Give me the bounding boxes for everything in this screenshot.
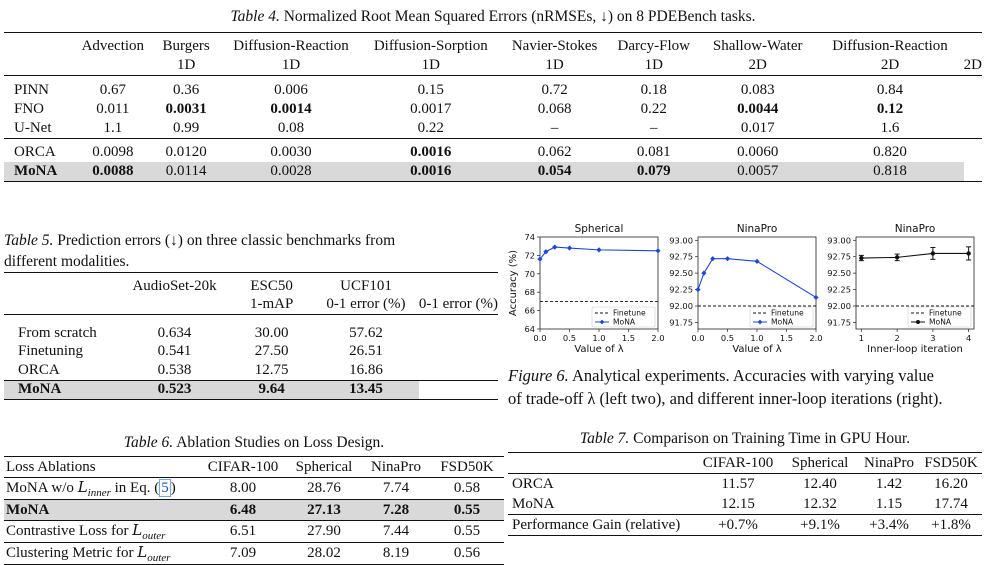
table4-header-names xyxy=(4,37,982,56)
table5-caption xyxy=(4,230,395,272)
table-cell: 7.44 xyxy=(382,523,410,539)
x-tick-label: 1.5 xyxy=(779,333,794,343)
table-cell: 0.56 xyxy=(453,545,481,561)
table-cell: 0.0060 xyxy=(737,144,779,160)
table-row xyxy=(4,521,504,543)
table-cell: 6.51 xyxy=(229,523,257,539)
column-header: Loss Ablations xyxy=(6,458,96,475)
table-cell: 6.48 xyxy=(200,500,286,521)
y-tick-label: 92.00 xyxy=(827,301,851,311)
table6-header xyxy=(4,457,504,478)
figure6-caption-line2: of trade-off λ (left two), and different inner-loop iterations (right). xyxy=(508,389,943,408)
table-cell: 0.017 xyxy=(740,120,775,136)
legend-label-finetune: Finetune xyxy=(613,308,646,318)
column-header: Burgers xyxy=(162,38,210,54)
column-header-dim: 1D xyxy=(176,57,196,73)
y-tick-label: 72 xyxy=(524,250,535,261)
method-label: ORCA xyxy=(18,361,60,378)
table-cell: 0.538 xyxy=(157,361,192,378)
table6-caption-text: Ablation Studies on Loss Design. xyxy=(176,434,385,451)
x-axis-label: Value of λ xyxy=(732,344,782,355)
column-header-dim: 2D xyxy=(963,57,982,73)
column-header: Shallow-Water xyxy=(712,38,803,54)
y-tick-label: 74 xyxy=(524,232,535,242)
data-point xyxy=(552,245,557,250)
method-label: MoNA xyxy=(4,380,119,400)
table-cell: 0.054 xyxy=(501,162,609,182)
column-header: Advection xyxy=(81,38,145,54)
y-tick-label: 92.75 xyxy=(827,251,851,262)
table-cell: +0.7% xyxy=(718,516,758,533)
table-row xyxy=(4,478,504,500)
table-row xyxy=(508,474,982,495)
ablation-suffix: in Eq. ( xyxy=(110,480,160,496)
y-tick-label: 68 xyxy=(524,287,535,298)
table-cell: 30.00 xyxy=(254,324,289,341)
ablation-label xyxy=(4,500,200,521)
table-cell: 0.55 xyxy=(430,500,504,521)
x-tick-label: 2.0 xyxy=(809,333,823,343)
chart-ninapro-lambda xyxy=(669,223,822,355)
data-point xyxy=(966,251,970,255)
ablation-prefix: Clustering Metric for xyxy=(6,545,138,561)
table-cell: 27.90 xyxy=(307,523,341,539)
table6-caption xyxy=(4,434,504,452)
chart-ninapro-iterations xyxy=(827,223,974,355)
table-row xyxy=(4,361,498,380)
column-header-metric: 0-1 error (%) xyxy=(418,296,498,313)
loss-subscript: inner xyxy=(87,487,111,499)
loss-subscript: outer xyxy=(147,552,171,564)
y-tick-label: 92.25 xyxy=(669,284,693,295)
legend-label-finetune: Finetune xyxy=(771,308,804,318)
x-axis-label: Value of λ xyxy=(574,344,624,355)
table4-header-dims xyxy=(4,56,982,76)
table4-caption-text: Normalized Root Mean Squared Errors (nRMSEs, ↓) on 8 PDEBench tasks. xyxy=(283,8,756,25)
table-cell: 0.818 xyxy=(816,162,963,182)
y-tick-label: 92.00 xyxy=(669,301,693,311)
table-cell: 1.42 xyxy=(875,475,903,492)
table-cell: 0.12 xyxy=(876,101,904,117)
legend-label-mona: MoNA xyxy=(929,317,952,327)
table-cell: 27.50 xyxy=(254,343,289,360)
table-cell: 7.09 xyxy=(229,545,257,561)
ablation-paren: ) xyxy=(170,480,176,496)
table-cell: 0.081 xyxy=(636,144,671,160)
x-tick-label: 3 xyxy=(930,333,936,343)
column-header: Spherical xyxy=(295,458,353,475)
column-header xyxy=(508,453,694,474)
table-cell: 0.99 xyxy=(173,120,200,136)
figure6-caption-label: Figure 6. xyxy=(508,366,569,385)
table-cell: 17.74 xyxy=(934,495,968,512)
column-header: Diffusion-Reaction xyxy=(233,38,349,54)
table-row xyxy=(4,162,982,182)
table-cell: 0.08 xyxy=(277,120,305,136)
table-cell: 0.0120 xyxy=(165,144,207,160)
table-cell: 0.58 xyxy=(453,480,481,496)
table-cell: 0.541 xyxy=(157,343,192,360)
table-cell: 9.64 xyxy=(230,380,313,400)
table-cell: 57.62 xyxy=(349,324,383,341)
table-cell: 0.36 xyxy=(173,82,200,98)
table-cell: 0.079 xyxy=(609,162,699,182)
table5-header-names xyxy=(4,277,498,296)
y-tick-label: 92.50 xyxy=(827,268,851,279)
figure6-caption xyxy=(508,364,943,410)
table5-caption-line1: Prediction errors (↓) on three classic benchmarks from xyxy=(57,232,396,249)
series-line xyxy=(698,259,816,298)
table-cell: 0.634 xyxy=(157,324,192,341)
table-cell: 0.011 xyxy=(96,101,130,117)
x-tick-label: 0.5 xyxy=(720,333,735,343)
table-cell: +3.4% xyxy=(869,516,909,533)
data-point xyxy=(725,256,730,261)
table-cell: 0.84 xyxy=(876,82,904,98)
y-tick-label: 64 xyxy=(524,324,535,334)
table-cell: 0.0057 xyxy=(699,162,816,182)
table-cell: 0.0031 xyxy=(165,101,207,117)
table-cell: 12.75 xyxy=(254,361,289,378)
table-cell: 26.51 xyxy=(349,343,383,360)
chart-spherical-lambda xyxy=(508,223,665,355)
table-cell: 0.0114 xyxy=(151,162,221,182)
legend-label-mona: MoNA xyxy=(613,317,636,327)
y-tick-label: 93.00 xyxy=(669,235,693,246)
ablation-label xyxy=(4,478,200,500)
method-label: MoNA xyxy=(4,162,74,182)
ablation-prefix: MoNA w/o xyxy=(6,480,78,496)
table-row xyxy=(4,500,504,521)
column-header-dim: 1D xyxy=(281,57,301,73)
table-cell: 0.72 xyxy=(541,82,568,98)
column-header-dim: 2D xyxy=(880,57,900,73)
table-cell: 0.068 xyxy=(537,101,572,117)
data-point xyxy=(754,259,759,264)
method-label: Finetuning xyxy=(18,343,84,360)
loss-symbol: L xyxy=(77,478,88,496)
table-cell: 0.0016 xyxy=(410,144,452,160)
y-tick-label: 92.75 xyxy=(669,251,693,262)
chart-title: Spherical xyxy=(574,223,624,235)
column-header: CIFAR-100 xyxy=(702,454,774,471)
chart-title: NinaPro xyxy=(894,223,936,235)
table-row xyxy=(4,543,504,565)
column-header-dim: 1D xyxy=(545,57,564,73)
column-header: NinaPro xyxy=(371,458,421,475)
figure6-caption-line1: Analytical experiments. Accuracies with varying value xyxy=(572,366,934,385)
table5-caption-label: Table 5. xyxy=(4,232,54,249)
legend-marker xyxy=(916,320,920,324)
data-point xyxy=(931,251,935,255)
table-row xyxy=(508,494,982,515)
table4-caption xyxy=(0,8,986,26)
table5-header-metrics xyxy=(4,296,498,315)
x-axis-label: Inner-loop iteration xyxy=(867,344,963,355)
x-tick-label: 2 xyxy=(894,333,900,343)
table5-caption-line2: different modalities. xyxy=(4,253,130,270)
table-cell: 0.0028 xyxy=(221,162,361,182)
table-cell: 0.820 xyxy=(873,144,907,160)
data-point xyxy=(859,256,863,260)
x-tick-label: 2.0 xyxy=(651,333,665,343)
x-tick-label: 1.0 xyxy=(750,333,764,343)
table7-caption xyxy=(508,430,982,448)
column-header: FSD50K xyxy=(440,458,494,475)
method-label: U-Net xyxy=(14,120,52,136)
table-cell: 0.062 xyxy=(537,144,572,160)
table-cell: 0.0088 xyxy=(74,162,151,182)
column-header: CIFAR-100 xyxy=(207,458,279,475)
method-label: FNO xyxy=(14,101,45,117)
table-cell: 0.22 xyxy=(640,101,667,117)
y-tick-label: 91.75 xyxy=(827,317,851,328)
table-cell: 0.0044 xyxy=(737,101,779,117)
table-cell: 0.0016 xyxy=(361,162,501,182)
table-row xyxy=(4,380,498,400)
ablation-prefix: Contrastive Loss for xyxy=(6,523,133,539)
table-cell: 8.19 xyxy=(382,545,410,561)
equation-ref-link[interactable]: 5 xyxy=(161,480,169,496)
data-point xyxy=(655,248,660,253)
method-label: ORCA xyxy=(14,144,56,160)
table-cell: 12.40 xyxy=(803,475,837,492)
series-line xyxy=(861,253,968,258)
figure6-charts xyxy=(506,220,984,358)
y-tick-label: 92.25 xyxy=(827,284,851,295)
table7-caption-label: Table 7. xyxy=(579,430,630,447)
table-cell: 27.13 xyxy=(286,500,362,521)
column-header: NinaPro xyxy=(864,454,914,471)
table-cell: 12.32 xyxy=(803,495,837,512)
data-point xyxy=(695,287,700,292)
legend-label-mona: MoNA xyxy=(771,317,794,327)
loss-symbol: L xyxy=(137,543,148,561)
table4-caption-label: Table 4. xyxy=(230,8,280,25)
data-point xyxy=(895,255,899,259)
data-point xyxy=(596,247,601,252)
ablation-label xyxy=(4,543,200,565)
x-tick-label: 1.0 xyxy=(592,333,606,343)
y-tick-label: 66 xyxy=(524,305,535,316)
legend-label-finetune: Finetune xyxy=(929,308,962,318)
y-tick-label: 70 xyxy=(524,268,535,279)
table-row xyxy=(4,324,498,343)
table-cell: 8.00 xyxy=(229,480,257,496)
table-cell: 0.0098 xyxy=(92,144,134,160)
column-header-metric: 0-1 error (%) xyxy=(326,296,406,313)
table-cell: 0.0017 xyxy=(410,101,452,117)
column-header: ESC50 xyxy=(250,277,293,294)
column-header-dim: 1D xyxy=(644,57,663,73)
method-label: Performance Gain (relative) xyxy=(512,516,681,533)
data-point xyxy=(567,245,572,250)
table6-caption-label: Table 6. xyxy=(123,434,174,451)
table-cell: 16.20 xyxy=(934,475,968,492)
table-cell: +1.8% xyxy=(931,516,971,533)
table-cell: 0.523 xyxy=(119,380,230,400)
column-header-dim: 2D xyxy=(748,57,767,73)
table7-caption-text: Comparison on Training Time in GPU Hour. xyxy=(633,430,911,447)
table-cell: 1.1 xyxy=(103,120,123,136)
y-tick-label: 91.75 xyxy=(669,317,693,328)
table-row xyxy=(4,343,498,362)
table7 xyxy=(508,452,982,536)
column-header: Diffusion-Reaction xyxy=(832,38,948,54)
chart-title: NinaPro xyxy=(736,223,778,235)
method-label: PINN xyxy=(14,82,50,98)
table-cell: 11.57 xyxy=(721,475,755,492)
loss-subscript: outer xyxy=(142,530,166,542)
table-cell: 0.22 xyxy=(417,120,444,136)
column-header: Spherical xyxy=(791,454,849,471)
x-tick-label: 4 xyxy=(965,333,972,343)
x-tick-label: 0.0 xyxy=(533,333,547,343)
column-header: UCF101 xyxy=(340,277,392,294)
table-row xyxy=(4,143,982,162)
table-cell: 0.55 xyxy=(453,523,481,539)
column-header: Navier-Stokes xyxy=(511,38,598,54)
y-axis-label: Accuracy (%) xyxy=(508,249,519,317)
column-header: Darcy-Flow xyxy=(617,38,690,54)
method-label: MoNA xyxy=(512,495,555,512)
table-row xyxy=(4,119,982,139)
data-point xyxy=(710,256,715,261)
table-cell: 0.083 xyxy=(740,82,775,98)
table-cell: 0.006 xyxy=(274,82,308,98)
table-cell: +9.1% xyxy=(800,516,840,533)
data-point xyxy=(701,271,706,276)
table-cell: 16.86 xyxy=(349,361,383,378)
table-cell: 1.6 xyxy=(880,120,900,136)
table-cell: 0.0030 xyxy=(270,144,312,160)
table-cell: 28.76 xyxy=(307,480,341,496)
table-cell: – xyxy=(650,120,658,136)
table-cell: 28.02 xyxy=(307,545,341,561)
data-point xyxy=(813,295,818,300)
table-row xyxy=(4,100,982,119)
column-header: FSD50K xyxy=(924,454,978,471)
table-cell: 1.15 xyxy=(875,495,903,512)
ablation-prefix: MoNA xyxy=(6,501,50,518)
column-header: AudioSet-20k xyxy=(132,277,217,294)
table-row xyxy=(4,81,982,100)
y-tick-label: 93.00 xyxy=(827,235,851,246)
y-tick-label: 92.50 xyxy=(669,268,693,279)
table-cell: 0.67 xyxy=(99,82,126,98)
column-header: Diffusion-Sorption xyxy=(373,38,488,54)
column-header-metric: 1-mAP xyxy=(249,296,294,313)
table7-header xyxy=(508,453,982,474)
table-cell: 0.0014 xyxy=(270,101,312,117)
table-cell: – xyxy=(550,120,559,136)
table-row xyxy=(508,515,982,536)
table-cell: 12.15 xyxy=(721,495,755,512)
table-cell: 0.18 xyxy=(640,82,667,98)
x-tick-label: 0.5 xyxy=(562,333,577,343)
x-tick-label: 0.0 xyxy=(691,333,705,343)
method-label: ORCA xyxy=(512,475,554,492)
table-cell: 13.45 xyxy=(313,380,419,400)
x-tick-label: 1.5 xyxy=(621,333,636,343)
table-cell: 7.28 xyxy=(362,500,430,521)
table4 xyxy=(4,32,982,183)
method-label: From scratch xyxy=(18,324,97,341)
loss-symbol: L xyxy=(132,521,143,539)
column-header-dim: 1D xyxy=(421,57,440,73)
table5 xyxy=(4,272,498,401)
ablation-label xyxy=(4,521,200,543)
table6 xyxy=(4,456,504,565)
x-tick-label: 1 xyxy=(858,333,865,343)
table-cell: 0.15 xyxy=(417,82,444,98)
table-cell: 7.74 xyxy=(382,480,410,496)
